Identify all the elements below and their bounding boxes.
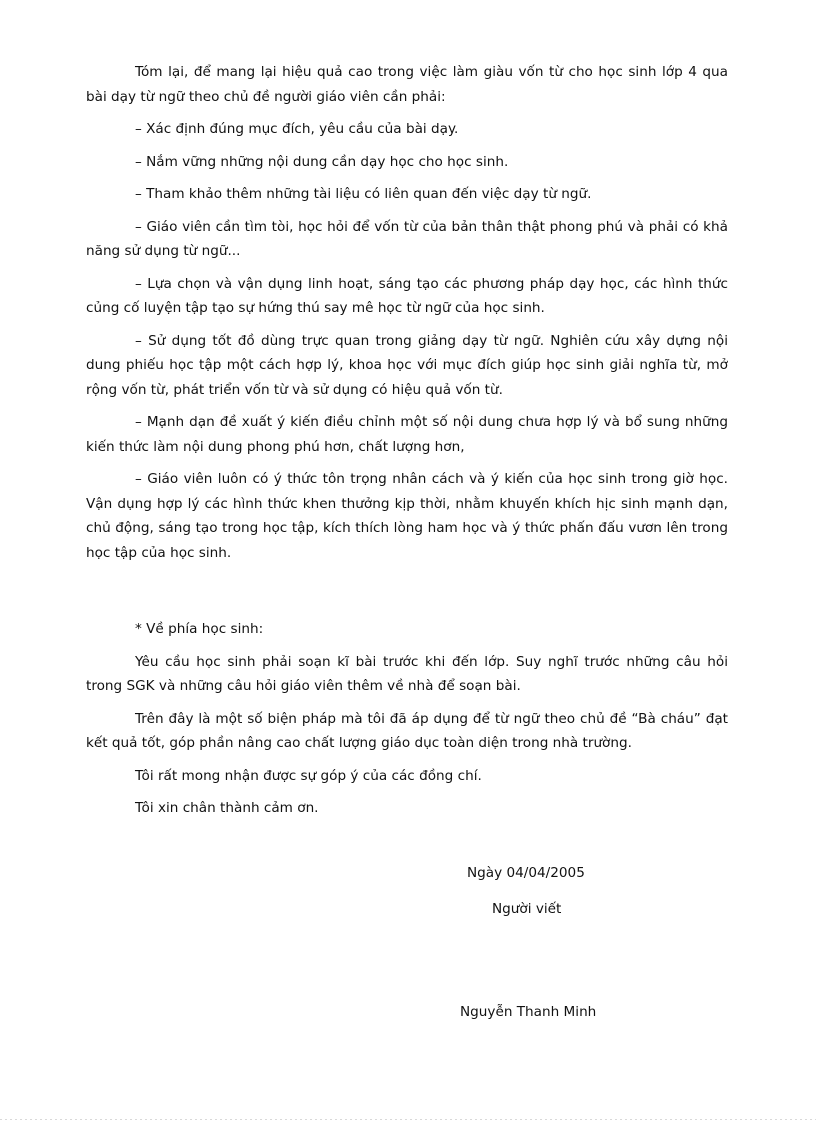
paragraph-thanks: Tôi xin chân thành cảm ơn. <box>135 800 319 816</box>
paragraph-request: Tôi rất mong nhận được sự góp ý của các đồng chí. <box>135 767 482 784</box>
list-item: – Giáo viên luôn có ý thức tôn trọng nhân cách và ý kiến của học sinh trong giờ học. Vận dụng hợp lý các hình thức khen thưởng kịp thời, nhằm khuyến khích hịc sinh mạnh dạn, chủ động, sáng tạo trong học tập, kích thích lòng ham học và ý thức phấn đấu vươn lên trong học tập của học sinh. <box>86 471 728 561</box>
page-bottom-edge <box>0 1119 816 1120</box>
section-heading-students: * Về phía học sinh: <box>135 621 264 637</box>
list-item: – Lựa chọn và vận dụng linh hoạt, sáng tạo các phương pháp dạy học, các hình thức củng cố luyện tập tạo sự hứng thú say mê học từ ngữ của học sinh. <box>86 275 728 316</box>
list-item: – Mạnh dạn đề xuất ý kiến điều chỉnh một số nội dung chưa hợp lý và bổ sung những kiến thức làm nội dung phong phú hơn, chất lượng hơn, <box>86 414 728 455</box>
document-body <box>86 60 728 829</box>
paragraph-spacer <box>86 573 728 617</box>
list-item: – Giáo viên cần tìm tòi, học hỏi để vốn từ của bản thân thật phong phú và phải có khả năng sử dụng từ ngữ... <box>86 218 728 259</box>
signature-role: Người viết <box>492 901 562 917</box>
paragraph-summary: Tóm lại, để mang lại hiệu quả cao trong việc làm giàu vốn từ cho học sinh lớp 4 qua bài dạy từ ngữ theo chủ đề người giáo viên cần phải: <box>86 64 728 105</box>
list-item: – Nắm vững những nội dung cần dạy học cho học sinh. <box>135 153 509 170</box>
list-item: – Tham khảo thêm những tài liệu có liên quan đến việc dạy từ ngữ. <box>135 186 592 202</box>
list-item: – Sử dụng tốt đồ dùng trực quan trong giảng dạy từ ngữ. Nghiên cứu xây dựng nội dung phiếu học tập một cách hợp lý, khoa học với mục đích giúp học sinh giải nghĩa từ, mở rộng vốn từ, phát triển vốn từ và sử dụng có hiệu quả vốn từ. <box>86 332 728 398</box>
paragraph-students: Yêu cầu học sinh phải soạn kĩ bài trước khi đến lớp. Suy nghĩ trước những câu hỏi trong SGK và những câu hỏi giáo viên thêm về nhà để soạn bài. <box>86 653 728 694</box>
list-item: – Xác định đúng mục đích, yêu cầu của bài dạy. <box>135 121 459 137</box>
signature-date: Ngày 04/04/2005 <box>467 865 585 881</box>
paragraph-conclusion: Trên đây là một số biện pháp mà tôi đã áp dụng để từ ngữ theo chủ đề “Bà cháu” đạt kết quả tốt, góp phần nâng cao chất lượng giáo dục toàn diện trong nhà trường. <box>86 710 728 751</box>
signature-name: Nguyễn Thanh Minh <box>460 1004 597 1020</box>
